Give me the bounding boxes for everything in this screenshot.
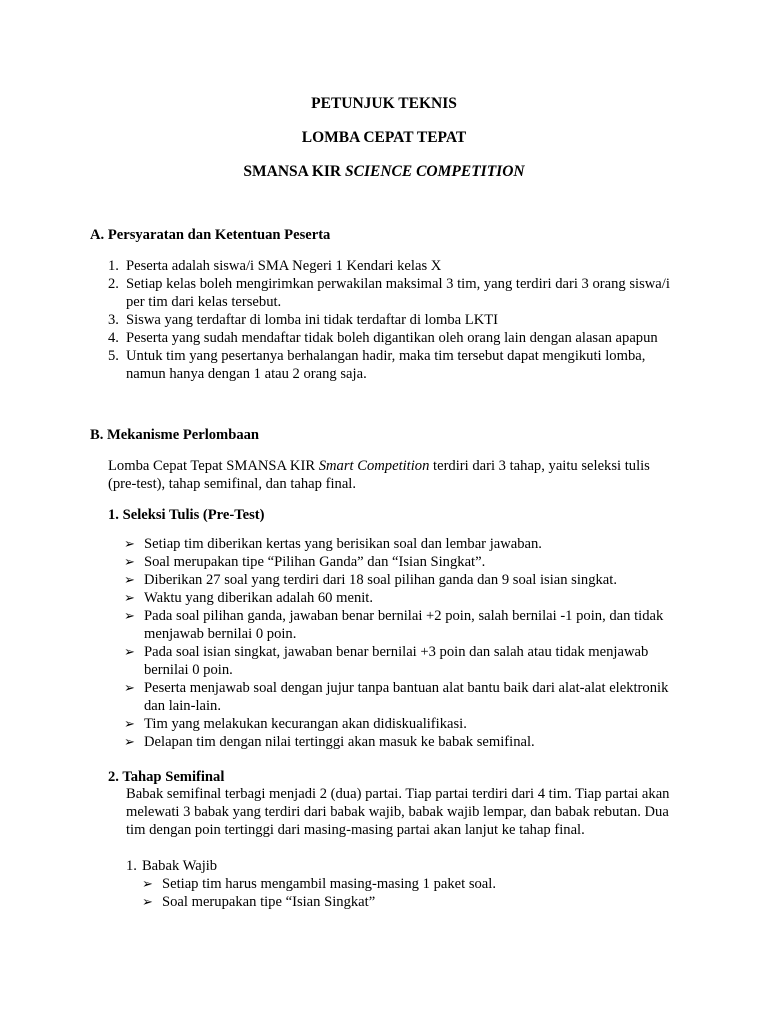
stage2-bullet-list	[142, 875, 682, 911]
list-item: ➢ Setiap tim diberikan kertas yang berisikan soal dan lembar jawaban.	[124, 536, 542, 552]
stage1-heading: 1. Seleksi Tulis (Pre-Test)	[108, 507, 265, 523]
section-b-heading: B. Mekanisme Perlombaan	[90, 427, 260, 443]
list-item: ➢ Setiap tim harus mengambil masing-masing 1 paket soal.	[142, 876, 496, 892]
arrowhead-bullet-icon: ➢	[124, 716, 135, 731]
stage2-heading: 2. Tahap Semifinal	[108, 769, 225, 785]
arrowhead-bullet-icon: ➢	[124, 572, 135, 587]
list-item: ➢ Pada soal isian singkat, jawaban benar bernilai +3 poin dan salah atau tidak menjawab bernilai 0 poin.	[124, 644, 649, 678]
arrowhead-bullet-icon: ➢	[124, 734, 135, 749]
list-item: ➢ Soal merupakan tipe “Isian Singkat”	[142, 894, 376, 910]
stage2-description: Babak semifinal terbagi menjadi 2 (dua) partai. Tiap partai terdiri dari 4 tim. Tiap partai akan melewati 3 babak yang terdiri dari babak wajib, babak wajib lempar, dan babak rebutan. Dua tim dengan poin tertinggi dari masing-masing partai akan lanjut ke tahap final.	[126, 786, 670, 838]
list-item: ➢ Waktu yang diberikan adalah 60 menit.	[124, 590, 374, 606]
list-item: ➢ Peserta menjawab soal dengan jujur tanpa bantuan alat bantu baik dari alat-alat elektronik dan lain-lain.	[124, 680, 669, 714]
list-item: ➢ Tim yang melakukan kecurangan akan didiskualifikasi.	[124, 716, 467, 732]
list-item: 3. Siswa yang terdaftar di lomba ini tidak terdaftar di lomba LKTI	[108, 312, 499, 328]
arrowhead-bullet-icon: ➢	[124, 590, 135, 605]
arrowhead-bullet-icon: ➢	[124, 554, 135, 569]
list-item: ➢ Pada soal pilihan ganda, jawaban benar bernilai +2 poin, salah bernilai -1 poin, dan tidak menjawab bernilai 0 poin.	[124, 608, 664, 642]
section-b-intro: Lomba Cepat Tepat SMANSA KIR Smart Competition terdiri dari 3 tahap, yaitu seleksi tulis (pre-test), tahap semifinal, dan tahap final.	[108, 458, 650, 492]
list-item: 4. Peserta yang sudah mendaftar tidak boleh digantikan oleh orang lain dengan alasan apapun	[108, 330, 658, 346]
section-a-list	[108, 257, 688, 383]
list-item: ➢ Delapan tim dengan nilai tertinggi akan masuk ke babak semifinal.	[124, 734, 535, 750]
list-item: ➢ Diberikan 27 soal yang terdiri dari 18 soal pilihan ganda dan 9 soal isian singkat.	[124, 572, 617, 588]
list-item: ➢ Soal merupakan tipe “Pilihan Ganda” dan “Isian Singkat”.	[124, 554, 486, 570]
title-line3-plain: SMANSA KIR	[243, 163, 346, 180]
list-item: 1. Peserta adalah siswa/i SMA Negeri 1 Kendari kelas X	[108, 258, 442, 274]
doc-title-line1: PETUNJUK TEKNIS	[311, 95, 457, 112]
doc-title-line3	[0, 163, 768, 181]
arrowhead-bullet-icon: ➢	[124, 644, 135, 659]
stage2-subsection-heading	[126, 857, 217, 875]
arrowhead-bullet-icon: ➢	[142, 894, 153, 909]
arrowhead-bullet-icon: ➢	[124, 536, 135, 551]
stage1-bullet-list	[124, 535, 684, 751]
doc-title-line2: LOMBA CEPAT TEPAT	[301, 129, 467, 146]
list-item: 2. Setiap kelas boleh mengirimkan perwakilan maksimal 3 tim, yang terdiri dari 3 orang siswa/i per tim dari kelas tersebut.	[108, 276, 670, 310]
sub-title: Babak Wajib	[141, 858, 218, 874]
arrowhead-bullet-icon: ➢	[124, 608, 135, 623]
section-a-heading: A. Persyaratan dan Ketentuan Peserta	[90, 227, 331, 243]
arrowhead-bullet-icon: ➢	[142, 876, 153, 891]
title-line3-italic: SCIENCE COMPETITION	[345, 163, 525, 180]
list-item: 5. Untuk tim yang pesertanya berhalangan hadir, maka tim tersebut dapat mengikuti lomba, namun hanya dengan 1 atau 2 orang saja.	[108, 348, 646, 382]
sub-number: 1.	[126, 858, 137, 874]
arrowhead-bullet-icon: ➢	[124, 680, 135, 695]
